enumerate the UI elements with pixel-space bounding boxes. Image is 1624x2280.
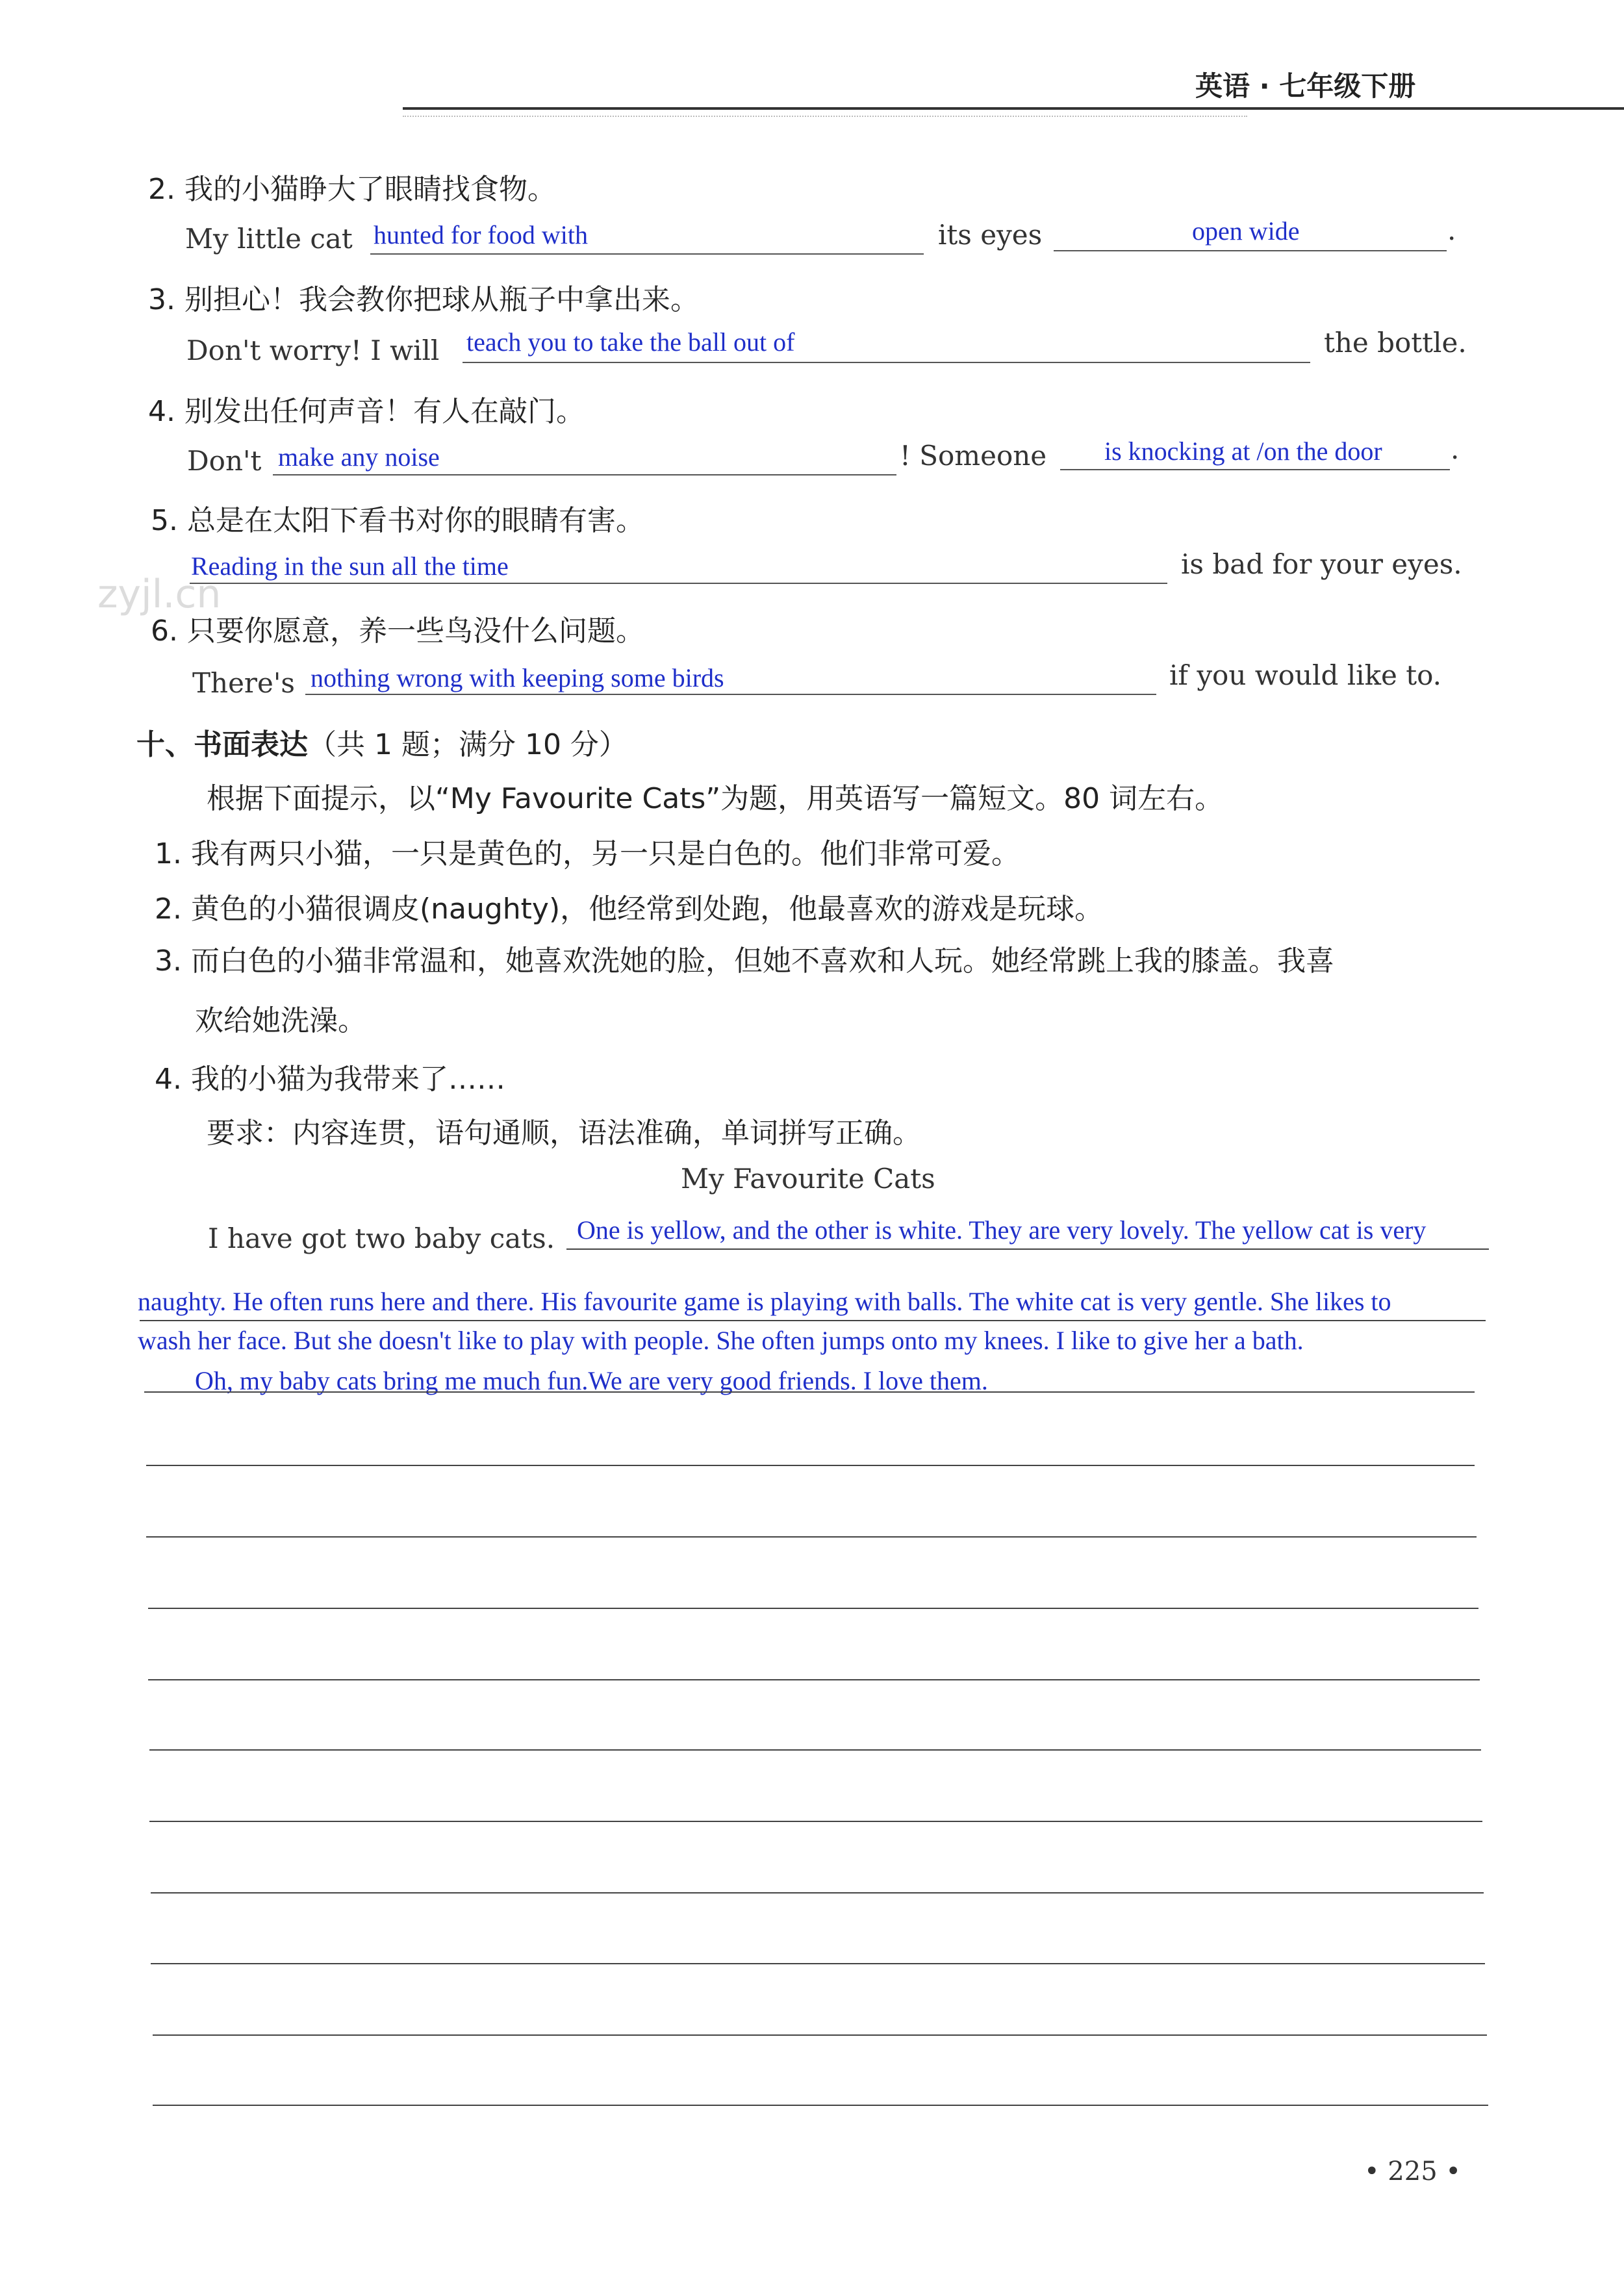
writing-line[interactable] <box>140 1320 1486 1321</box>
q6-end: if you would like to. <box>1169 659 1441 691</box>
requirement: 要求：内容连贯，语句通顺，语法准确，单词拼写正确。 <box>207 1117 921 1150</box>
hint-4: 4. 我的小猫为我带来了…… <box>155 1063 505 1096</box>
q4-end: . <box>1451 433 1460 465</box>
essay-title: My Favourite Cats <box>681 1163 935 1195</box>
page-number: • 225 • <box>1364 2157 1461 2186</box>
essay-line-4: Oh, my baby cats bring me much fun.We are very good friends. I love them. <box>195 1366 988 1395</box>
watermark: zyjl.cn <box>97 572 222 617</box>
hint-3-cont: 欢给她洗澡。 <box>195 1004 366 1037</box>
writing-line[interactable] <box>153 2105 1488 2106</box>
book-title: 英语 · 七年级下册 <box>1195 70 1416 102</box>
writing-line[interactable] <box>153 2034 1487 2036</box>
writing-line[interactable] <box>148 1679 1480 1680</box>
q4-answer-2: is knocking at /on the door <box>1104 437 1382 466</box>
header-dotted-rule <box>403 116 1247 117</box>
essay-line-2: naughty. He often runs here and there. His favourite game is playing with balls. The white cat is very gentle. She likes to <box>138 1287 1391 1316</box>
q5-prompt: 5. 总是在太阳下看书对你的眼睛有害。 <box>151 504 644 537</box>
writing-line[interactable] <box>148 1608 1478 1609</box>
q4-mid: ! Someone <box>900 440 1047 472</box>
hint-2: 2. 黄色的小猫很调皮(naughty)，他经常到处跑，他最喜欢的游戏是玩球。 <box>155 893 1104 926</box>
writing-line[interactable] <box>144 1391 1475 1393</box>
q2-mid: its eyes <box>938 219 1043 251</box>
essay-line-3: wash her face. But she doesn't like to play with people. She often jumps onto my knees. I like to give her a bath. <box>138 1326 1304 1355</box>
q3-blank[interactable] <box>463 362 1310 363</box>
q5-end: is bad for your eyes. <box>1181 548 1462 580</box>
q6-answer: nothing wrong with keeping some birds <box>311 663 724 692</box>
writing-line[interactable] <box>146 1536 1477 1538</box>
q2-answer-2: open wide <box>1192 216 1300 246</box>
section-title: 十、书面表达 <box>136 728 308 761</box>
q6-prompt: 6. 只要你愿意，养一些鸟没什么问题。 <box>151 614 644 648</box>
q6-blank[interactable] <box>305 694 1156 695</box>
hint-3: 3. 而白色的小猫非常温和，她喜欢洗她的脸，但她不喜欢和人玩。她经常跳上我的膝盖。我喜 <box>155 944 1334 978</box>
q4-blank-2[interactable] <box>1060 469 1450 470</box>
writing-line[interactable] <box>151 1963 1485 1964</box>
q6-prefix: There's <box>192 667 295 699</box>
section-score: （共 1 题；满分 10 分） <box>308 728 628 761</box>
q4-answer-1: make any noise <box>278 442 440 472</box>
q2-prefix: My little cat <box>185 223 353 255</box>
q3-prefix: Don't worry! I will <box>186 335 440 366</box>
q2-end: . <box>1447 214 1456 246</box>
essay-line-1: One is yellow, and the other is white. They are very lovely. The yellow cat is very <box>577 1215 1427 1245</box>
writing-line[interactable] <box>566 1248 1489 1250</box>
q4-prefix: Don't <box>187 445 262 477</box>
section-instruction: 根据下面提示，以“My Favourite Cats”为题，用英语写一篇短文。80 词左右。 <box>207 782 1224 815</box>
writing-line[interactable] <box>149 1749 1481 1751</box>
hint-1: 1. 我有两只小猫，一只是黄色的，另一只是白色的。他们非常可爱。 <box>155 837 1020 870</box>
q5-blank[interactable] <box>190 583 1167 584</box>
q2-prompt: 2. 我的小猫睁大了眼睛找食物。 <box>148 173 556 206</box>
q3-answer: teach you to take the ball out of <box>466 327 795 357</box>
q3-end: the bottle. <box>1324 327 1467 359</box>
q5-answer: Reading in the sun all the time <box>191 551 509 581</box>
q4-prompt: 4. 别发出任何声音！有人在敲门。 <box>148 395 585 428</box>
essay-opening: I have got two baby cats. <box>208 1222 555 1254</box>
section-heading <box>136 721 628 763</box>
writing-line[interactable] <box>149 1821 1482 1822</box>
q4-blank-1[interactable] <box>273 474 896 475</box>
q2-answer-1: hunted for food with <box>374 220 588 249</box>
writing-line[interactable] <box>151 1892 1484 1894</box>
q2-blank-2[interactable] <box>1054 250 1447 251</box>
q2-blank-1[interactable] <box>370 253 924 255</box>
writing-line[interactable] <box>146 1465 1475 1466</box>
q3-prompt: 3. 别担心！我会教你把球从瓶子中拿出来。 <box>148 283 699 316</box>
header-rule <box>403 107 1624 110</box>
